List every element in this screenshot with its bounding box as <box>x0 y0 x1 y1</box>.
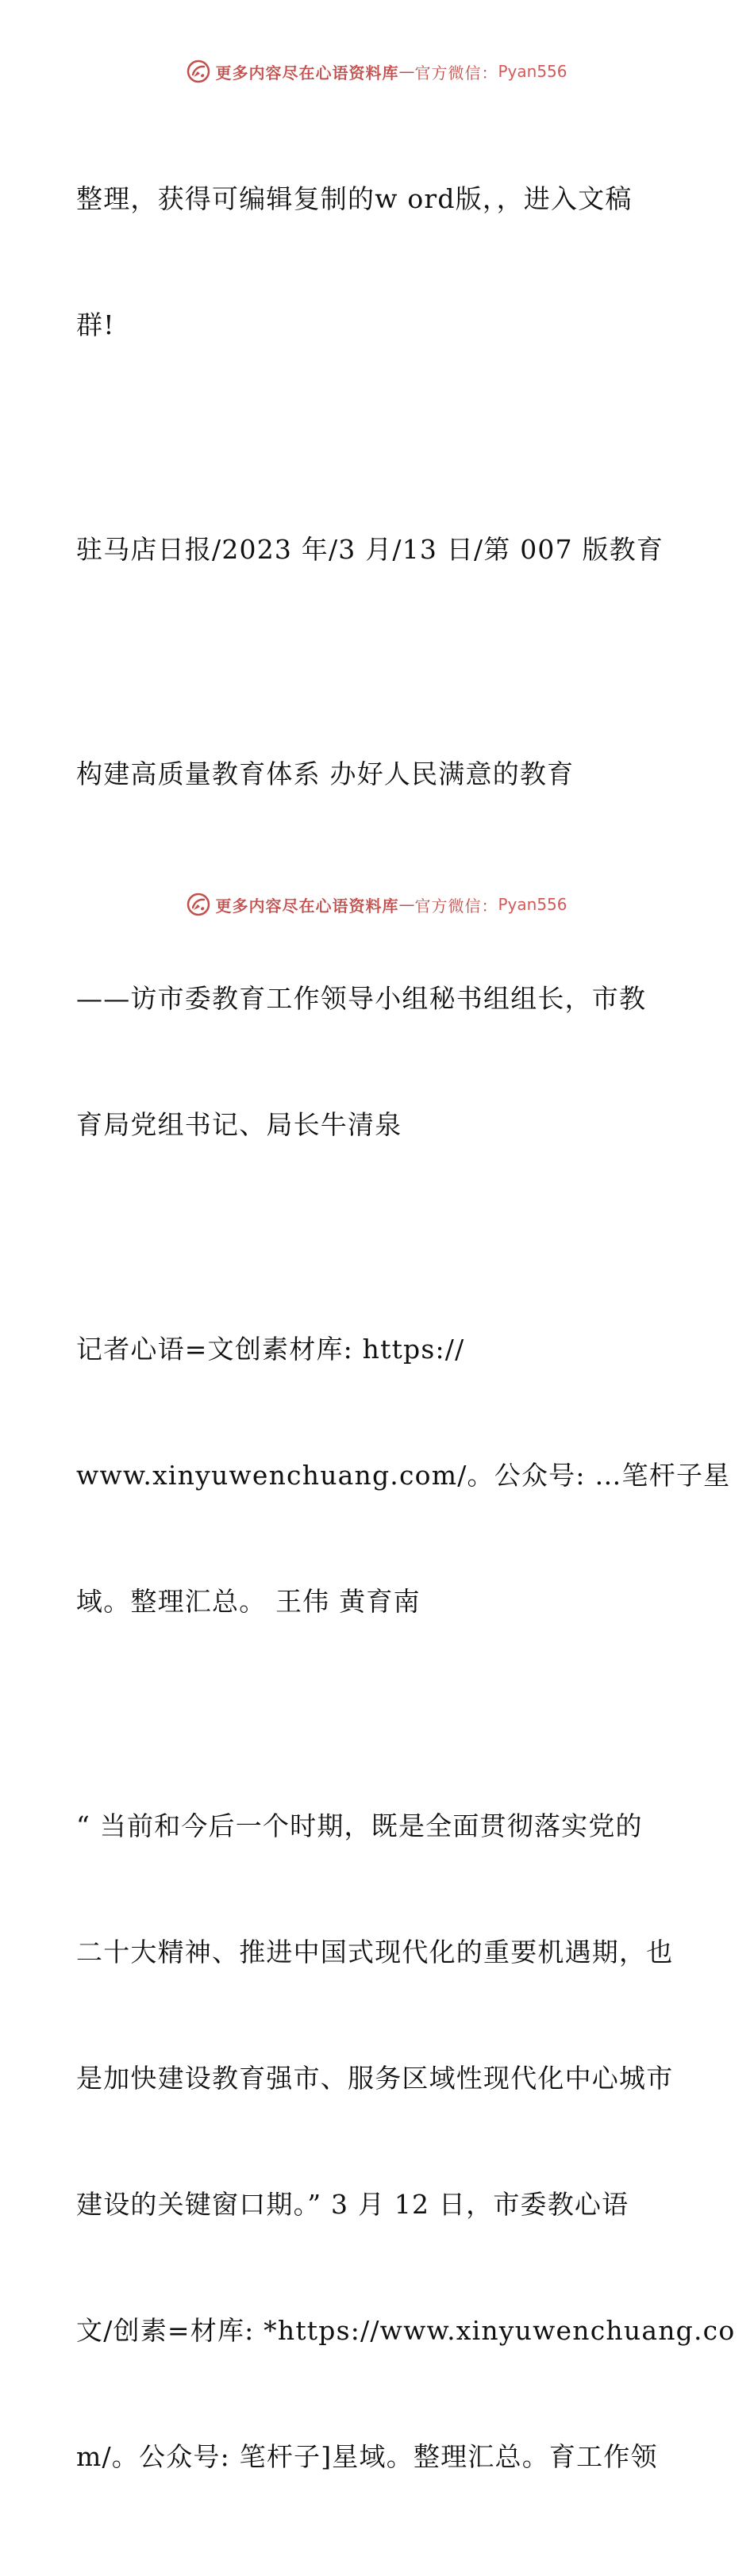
source-text: 驻马店日报/2023 年/3 月/13 日/第 007 版教育 <box>76 534 664 565</box>
body-line: 文/创素=材库: *https://www.xinyuwenchuang.co <box>76 2315 736 2346</box>
header-watermark <box>0 56 754 87</box>
article-subtitle <box>76 893 679 1230</box>
subtitle-line: 育局党组书记、局长牛清泉 <box>76 1109 402 1140</box>
reporter-line: www.xinyuwenchuang.com/。公众号: …笔杆子星 <box>76 1460 731 1491</box>
intro-line: 群! <box>76 309 115 340</box>
pen-heart-logo-icon <box>187 893 210 916</box>
title-text: 构建高质量教育体系 办好人民满意的教育 <box>76 758 575 789</box>
intro-line: 整理，获得可编辑复制的w ord版，，进入文稿 <box>76 183 633 214</box>
watermark-wechat-id: Pyan556 <box>498 62 567 81</box>
footer-watermark <box>0 889 754 920</box>
watermark-wechat-label: 官方微信： <box>414 63 498 83</box>
watermark-main-text: 更多内容尽在心语资料库 <box>215 63 399 83</box>
body-line: 二十大精神、推进中国式现代化的重要机遇期，也 <box>76 1937 674 1968</box>
watermark-wechat-id: Pyan556 <box>498 895 567 914</box>
article-title <box>76 669 679 879</box>
body-line: 建设的关键窗口期。” 3 月 12 日，市委教心语 <box>76 2189 629 2220</box>
reporter-line: 记者心语=文创素材库: https:// <box>76 1334 465 1365</box>
intro-paragraph <box>76 94 679 430</box>
reporter-line: 域。整理汇总。 王伟 黄育南 <box>76 1586 421 1617</box>
body-paragraph <box>76 1721 736 2562</box>
body-line: 是加快建设教育强市、服务区域性现代化中心城市 <box>76 2063 674 2094</box>
watermark-separator: — <box>398 895 415 914</box>
body-line: m/。公众号: 笔杆子]星域。整理汇总。育工作领 <box>76 2441 658 2472</box>
source-line <box>76 444 679 655</box>
watermark-separator: — <box>398 62 415 81</box>
pen-heart-logo-icon <box>187 60 210 83</box>
reporter-paragraph <box>76 1244 731 1706</box>
subtitle-line: ——访市委教育工作领导小组秘书组组长，市教 <box>76 983 647 1014</box>
watermark-wechat-label: 官方微信： <box>414 896 498 916</box>
document-body <box>76 94 736 2576</box>
body-line: “ 当前和今后一个时期，既是全面贯彻落实党的 <box>76 1810 643 1841</box>
watermark-main-text: 更多内容尽在心语资料库 <box>215 896 399 916</box>
